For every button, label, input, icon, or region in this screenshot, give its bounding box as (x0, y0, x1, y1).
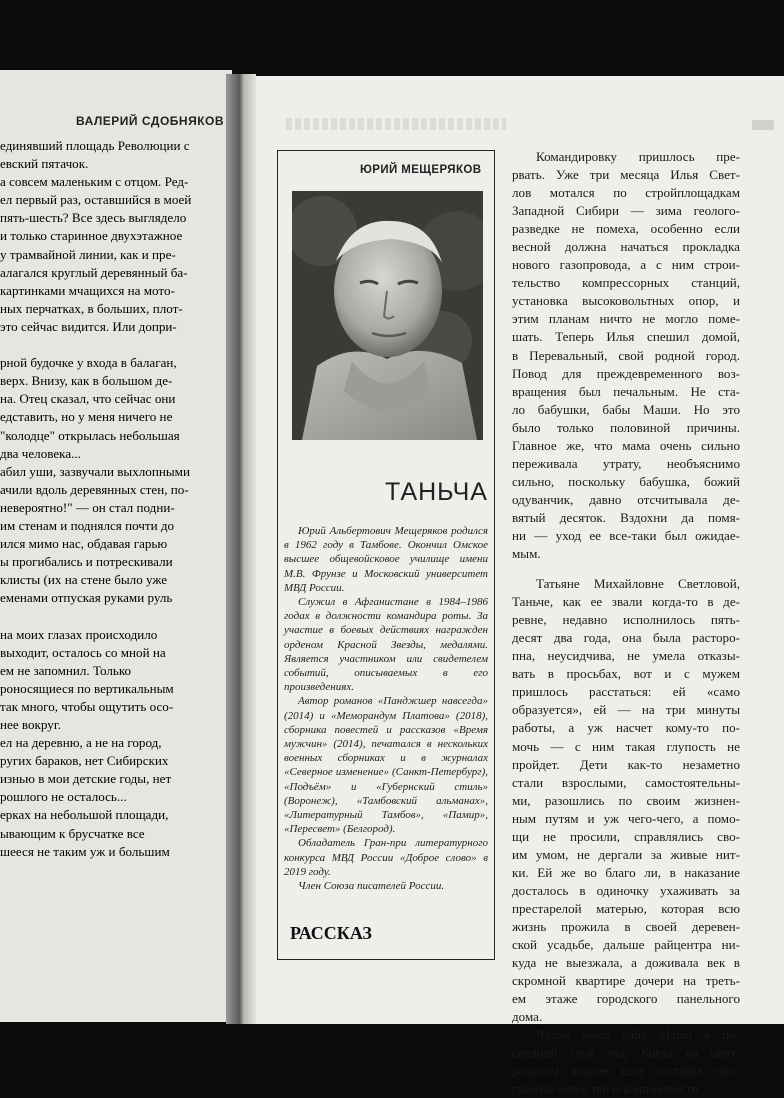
left-text-line: верх. Внизу, как в большом де- (0, 373, 173, 389)
bio-paragraph: Член Союза писателей России. (298, 880, 445, 893)
left-text-line: ерках на небольшой площади, (0, 807, 169, 823)
story-text-line: пришлось расстаться: ей «само (512, 684, 740, 700)
left-text-line: ем не запомнил. Только (0, 662, 132, 678)
left-text-line: рошлого не осталось... (0, 789, 127, 805)
left-text-line: единявший площадь Революции с (0, 138, 190, 153)
story-text-line: ло бабушки, бабы Маши. Но это (512, 401, 740, 417)
story-text-line: мым. (512, 546, 541, 562)
story-text-line: Таньче, как ее звали когда-то в де- (512, 594, 740, 610)
story-text-line: переживала утрату, необъяснимо (512, 455, 740, 471)
story-text-line: установка высоковольтных опор, и (512, 293, 740, 309)
left-text-line: выходит, осталось со мной на (0, 644, 166, 660)
story-text-line: ской усадьбе, дальше райцентра ни- (512, 937, 740, 953)
story-text-line: Главное же, что мама очень сильно (512, 437, 740, 453)
running-head: ВАЛЕРИЙ СДОБНЯКОВ (76, 114, 225, 128)
story-text-line: мочь — с ним такая глупость не (512, 738, 740, 754)
story-text-line: скромной квартире дочери на треть- (512, 973, 740, 989)
story-text-line: ки. Ей же во благо ли, в наказание (512, 864, 740, 880)
story-text-line: пройдет. Дети как-то незаметно (512, 756, 740, 772)
story-text-line: Чудна́ была баба Маша в по- (536, 1027, 740, 1043)
left-text-line: ел на деревню, а не на город, (0, 735, 162, 751)
story-text-line: ральном канале шла заставка про- (512, 1063, 740, 1079)
story-text-line: граммы новостей и кони-новости (512, 1081, 699, 1097)
left-text-line: ился мимо нас, обдавая гарью (0, 536, 168, 552)
left-text-line: "колодце" открылась небольшая (0, 427, 180, 443)
story-text-line: работы, а уж насчет кому-то по- (512, 720, 740, 736)
left-text-line: алагался круглый деревянный ба- (0, 264, 188, 280)
author-bio-text (284, 524, 488, 893)
story-text-line: шать. Теперь Илья спешил домой, (512, 329, 740, 345)
left-text-line: нее вокруг. (0, 717, 61, 732)
story-text-line: им умом, не дергали за живые нит- (512, 846, 740, 862)
bio-paragraph: Обладатель Гран-при литературного конкурса МВД России «Доброе слово» в 2019 году. (284, 837, 488, 878)
left-text-line: еменами отпуская руками руль (0, 590, 173, 606)
left-text-line: ел первый раз, оставшийся в моей (0, 192, 192, 208)
left-text-line: изнью в мои детские годы, нет (0, 771, 172, 787)
author-portrait-icon (292, 191, 483, 440)
story-text-line: престарелой матерью, которая всю (512, 900, 740, 916)
story-text-line: Татьяне Михайловне Светловой, (536, 576, 740, 592)
story-text-line: жизнь прожила в своей деревен- (512, 918, 740, 934)
story-text-line: в Перевальный, свой родной город. (512, 347, 740, 363)
left-text-line: едставить, но у меня ничего не (0, 409, 173, 425)
story-text-line: весной должна начаться прокладка (512, 239, 740, 255)
left-text-line: на. Отец сказал, что сейчас они (0, 391, 176, 407)
story-text-line: Западной Сибири — зима геолого- (512, 203, 740, 219)
left-text-line: ачили вдоль деревянных стен, по- (0, 481, 189, 497)
story-text-line: тельство компрессорных станций, (512, 275, 740, 291)
story-text-line: вать в просьбах, вот и с мужем (512, 666, 740, 682)
left-text-line: а совсем маленьким с отцом. Ред- (0, 174, 189, 190)
story-text-line: Повод для преждевременного воз- (512, 365, 740, 381)
left-text-line: ывающим к брусчатке все (0, 825, 145, 841)
story-text-line: стали взрослыми, самостоятельны- (512, 774, 740, 790)
left-text-line: ругих бараков, нет Сибирских (0, 753, 169, 769)
left-text-line: картинками мчащихся на мото- (0, 282, 175, 298)
story-text-line: дома. (512, 1009, 543, 1025)
story-text-line: куда не выезжала, а доживала век в (512, 955, 740, 971)
story-text-line: вращения был печальным. Не ста- (512, 383, 740, 399)
story-text-line: досталось в одиночку ухаживать за (512, 882, 740, 898)
story-text-line: вятый десяток. Вздохни да помя- (512, 509, 740, 525)
left-text-line: абил уши, зазвучали выхлопными (0, 463, 190, 479)
left-text-line: и только старинное двухэтажное (0, 228, 183, 244)
story-text-line: щи не просили, справлялись сво- (512, 828, 740, 844)
story-text-line: рвать. Уже три месяца Илья Свет- (512, 167, 740, 183)
left-text-line: им стенам и поднялся почти до (0, 517, 175, 533)
story-text-line: одуванчик, давно отсчитывала де- (512, 491, 740, 507)
left-text-line: два человека... (0, 445, 81, 461)
story-text-line: было только половиной причины. (512, 419, 740, 435)
story-text-line: ни — уход ее все-таки был ожидае- (512, 527, 740, 543)
left-page-text (0, 137, 226, 861)
story-text-line: ем этаже городского панельного (512, 991, 740, 1007)
left-text-line: роносящиеся по вертикальным (0, 680, 174, 696)
story-text-line: сильно, поскольку бабушка, божий (512, 473, 740, 489)
story-text-line: ми, разошлись по своим жизнен- (512, 792, 740, 808)
book-gutter (226, 74, 256, 1024)
story-text-line: Командировку пришлось пре- (536, 149, 740, 164)
left-text-line: шееся не таким уж и большим (0, 843, 170, 859)
author-name: ЮРИЙ МЕЩЕРЯКОВ (360, 164, 482, 176)
left-text-line: невероятно!" — он стал подни- (0, 499, 175, 515)
story-text-column (512, 148, 740, 1098)
story-text-line: ным путям и уж чего-чего, а помо- (512, 810, 740, 826)
left-text-line: рной будочке у входа в балаган, (0, 355, 177, 371)
left-text-line: ных перчатках, в больших, плот- (0, 300, 183, 316)
left-text-line: у трамвайной линии, как и пре- (0, 246, 176, 262)
left-text-line: ы прогибались и потрескивали (0, 554, 173, 570)
bio-paragraph: Служил в Афганистане в 1984–1986 годах в должности командира роты. За участие в боевых действиях награжден орденом Красной Звезды, медалями. Является участником или свидетелем событий, описываемых в его произведениях. (284, 596, 488, 694)
bio-paragraph: Юрий Альбертович Мещеряков родился в 1962 году в Тамбове. Окончил Омское высшее общевойсковое училище имени М.В. Фрунзе и Московский университет МВД России. (284, 525, 488, 594)
left-text-line: так много, чтобы ощутить осо- (0, 698, 174, 714)
left-text-line: это сейчас видится. Или допри- (0, 318, 177, 334)
story-text-line: этим планам ничто не могло поме- (512, 311, 740, 327)
story-text-line: нового газопровода, а с ним строи- (512, 257, 740, 273)
left-text-line: на моих глазах происходило (0, 626, 158, 642)
story-text-line: разведке не помеха, особенно если (512, 221, 740, 237)
paragraph-gap (512, 563, 740, 575)
story-text-line: пна, неусидчива, не умела отказы- (512, 648, 740, 664)
left-text-line: пять-шесть? Все здесь выглядело (0, 210, 187, 226)
left-text-line (0, 607, 226, 625)
story-text-line: ревне, недавно исполнилось пять- (512, 612, 740, 628)
story-text-line: десят два года, она была расторо- (512, 630, 740, 646)
bleed-through-text (286, 118, 506, 130)
genre-label: РАССКАЗ (290, 923, 372, 943)
story-text-line: лов мотался по стройплощадкам (512, 185, 740, 201)
story-title: ТАНЬЧА (385, 478, 488, 506)
author-photo (292, 191, 483, 440)
left-text-line: евский пятачок. (0, 156, 89, 172)
story-text-line: образуется», ей — на три минуты (512, 702, 740, 718)
left-text-line (0, 336, 226, 354)
bio-paragraph: Автор романов «Панджшер навсегда» (2014) и «Меморандум Платова» (2018), сборника повестей и рассказов «Время мужчин» (2014), печатался в нескольких военных сборниках и в журналах «Северное изменение» (Санкт-Петербург), «Подъём» и «Губернский стиль» (Воронеж), «Тамбовский альманах», «Литературный Тамбов», «Памир», «Пересвет» (Белгород). (284, 695, 488, 836)
left-text-line: клисты (их на стене было уже (0, 572, 168, 588)
story-text-line: следний свой год. Когда на цент- (512, 1045, 740, 1061)
page-number-bleed (752, 120, 774, 130)
